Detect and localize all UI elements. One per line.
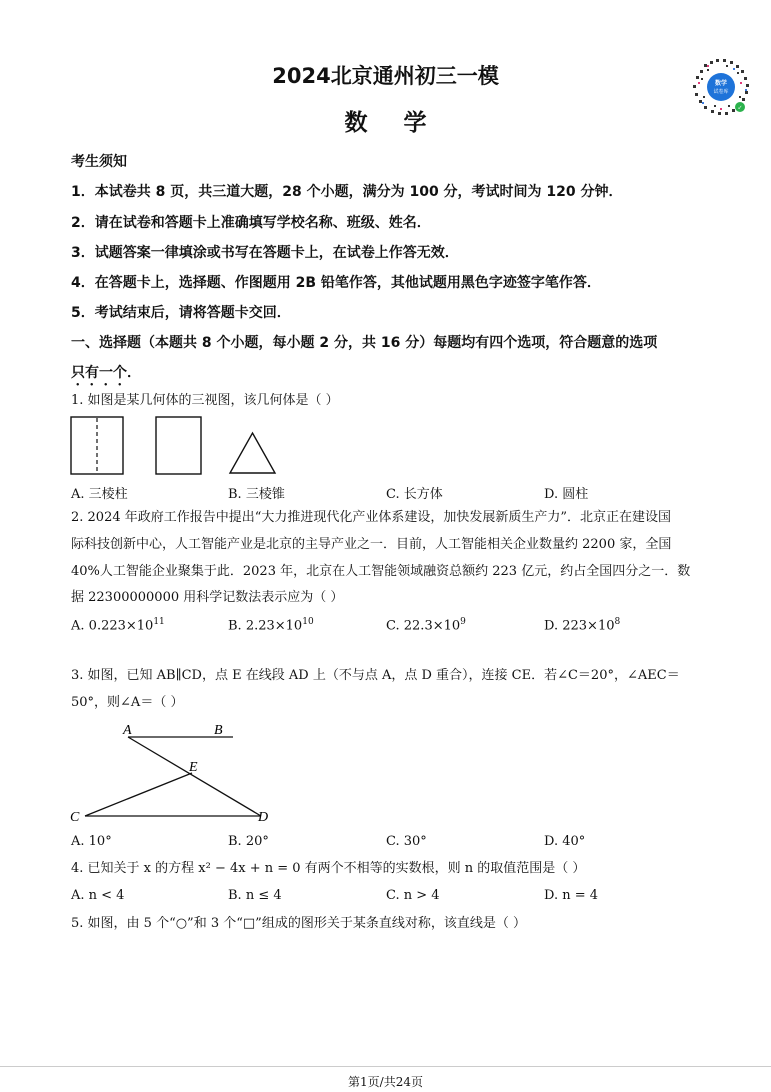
option-label: D. bbox=[544, 618, 559, 634]
q4-option-c[interactable]: C. n > 4 bbox=[386, 888, 440, 903]
q2-line-2: 际科技创新中心，人工智能产业是北京的主导产业之一．目前，人工智能相关企业数量约 2200 家，全国 bbox=[71, 537, 672, 552]
point-label-e: E bbox=[189, 760, 198, 775]
option-base: 2.23×10 bbox=[245, 618, 303, 634]
q1-option-c[interactable]: C. 长方体 bbox=[386, 487, 443, 502]
q2-option-b[interactable] bbox=[228, 617, 314, 633]
q1-option-a[interactable]: A. 三棱柱 bbox=[71, 487, 128, 502]
q3-line-1: 3. 如图，已知 AB∥CD，点 E 在线段 AD 上（不与点 A，点 D 重合），连接 CE．若∠C＝20°，∠AEC＝ bbox=[71, 668, 680, 683]
qr-code-icon[interactable] bbox=[690, 56, 752, 118]
three-view-figure bbox=[70, 416, 280, 482]
point-label-a: A bbox=[123, 723, 132, 738]
option-exponent: 11 bbox=[153, 617, 165, 627]
q3-option-d[interactable]: D. 40° bbox=[544, 834, 586, 849]
section-heading: 一、选择题（本题共 8 个小题，每小题 2 分，共 16 分）每题均有四个选项，符合题意的选项 bbox=[71, 335, 658, 351]
q2-option-d[interactable] bbox=[544, 617, 620, 633]
q1-option-b[interactable]: B. 三棱锥 bbox=[228, 487, 285, 502]
notice-item-5: 5．考试结束后，请将答题卡交回． bbox=[71, 305, 291, 321]
q2-option-a[interactable] bbox=[71, 617, 165, 633]
option-base: 0.223×10 bbox=[88, 618, 154, 634]
q4-stem: 4. 已知关于 x 的方程 x² − 4x + n = 0 有两个不相等的实数根，则 n 的取值范围是（ ） bbox=[71, 861, 586, 876]
option-label: B. bbox=[228, 618, 242, 634]
q2-option-c[interactable] bbox=[386, 617, 466, 633]
q4-option-d[interactable]: D. n = 4 bbox=[544, 888, 599, 903]
option-exponent: 8 bbox=[614, 617, 621, 627]
q3-line-2: 50°，则∠A＝（ ） bbox=[71, 695, 184, 710]
point-label-d: D bbox=[258, 810, 269, 825]
option-label: A. bbox=[71, 618, 85, 634]
section-heading-cont: 只有一个． bbox=[71, 365, 141, 381]
option-base: 22.3×10 bbox=[403, 618, 461, 634]
q4-option-b[interactable]: B. n ≤ 4 bbox=[228, 888, 282, 903]
option-exponent: 9 bbox=[460, 617, 466, 627]
q3-option-c[interactable]: C. 30° bbox=[386, 834, 427, 849]
q1-option-d[interactable]: D. 圆柱 bbox=[544, 487, 589, 502]
option-exponent: 10 bbox=[302, 617, 314, 627]
notice-heading: 考生须知 bbox=[71, 154, 127, 170]
page-number: 第1页/共24页 bbox=[348, 1075, 423, 1089]
q3-option-b[interactable]: B. 20° bbox=[228, 834, 269, 849]
svg-text:✓: ✓ bbox=[737, 104, 743, 112]
notice-item-3: 3．试题答案一律填涂或书写在答题卡上，在试卷上作答无效． bbox=[71, 245, 459, 261]
option-base: 223×10 bbox=[562, 618, 615, 634]
svg-text:数学: 数学 bbox=[714, 80, 728, 87]
notice-item-2: 2．请在试卷和答题卡上准确填写学校名称、班级、姓名． bbox=[71, 215, 431, 231]
point-label-c: C bbox=[70, 810, 80, 825]
q1-stem: 1. 如图是某几何体的三视图，该几何体是（ ） bbox=[71, 393, 339, 408]
q3-option-a[interactable]: A. 10° bbox=[71, 834, 112, 849]
page-title: 2024北京通州初三一模 bbox=[272, 64, 499, 88]
q5-stem: 5. 如图，由 5 个“○”和 3 个“□”组成的图形关于某条直线对称，该直线是（ ） bbox=[71, 916, 526, 931]
parallel-lines-figure bbox=[68, 718, 278, 830]
subject-title: 数学 bbox=[344, 110, 463, 136]
notice-item-1: 1．本试卷共 8 页，共三道大题，28 个小题，满分为 100 分，考试时间为 120 分钟． bbox=[71, 184, 623, 200]
option-label: C. bbox=[386, 618, 400, 634]
notice-item-4: 4．在答题卡上，选择题、作图题用 2B 铅笔作答，其他试题用黑色字迹签字笔作答． bbox=[71, 275, 601, 291]
q2-line-3: 40%人工智能企业聚集于此．2023 年，北京在人工智能领域融资总额约 223 亿元，约占全国四分之一．数 bbox=[71, 564, 691, 579]
footer-divider bbox=[0, 1066, 771, 1067]
point-label-b: B bbox=[214, 723, 223, 738]
q4-option-a[interactable]: A. n < 4 bbox=[71, 888, 125, 903]
q2-line-1: 2. 2024 年政府工作报告中提出“大力推进现代化产业体系建设，加快发展新质生产力”．北京正在建设国 bbox=[71, 510, 672, 525]
svg-text:试卷库: 试卷库 bbox=[713, 89, 729, 95]
q2-line-4: 据 22300000000 用科学记数法表示应为（ ） bbox=[71, 590, 344, 605]
